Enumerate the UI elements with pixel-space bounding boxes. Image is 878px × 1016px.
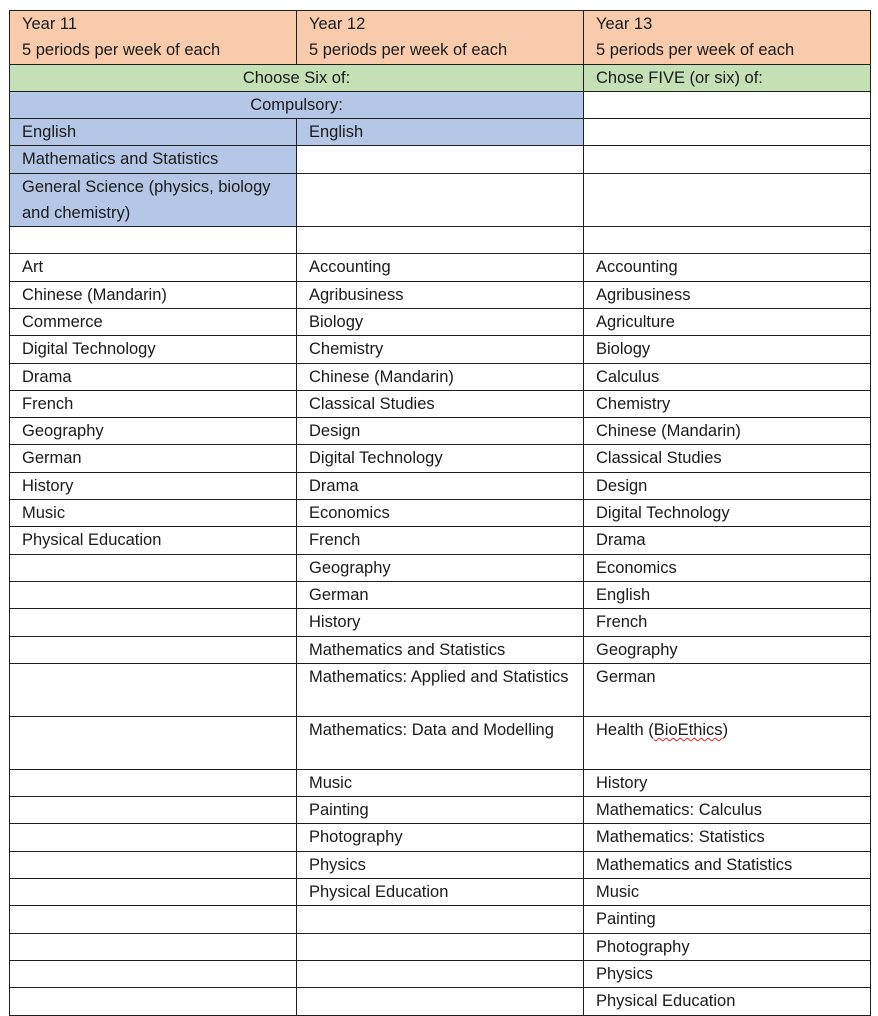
subject-y13: Music: [584, 879, 871, 906]
empty-cell: [10, 581, 297, 608]
table-row: [10, 418, 871, 445]
empty-cell: [584, 173, 871, 227]
choose-row: [10, 64, 871, 91]
subject-y11: Drama: [10, 363, 297, 390]
table-row: [10, 363, 871, 390]
subject-y13: Design: [584, 472, 871, 499]
subject-y11: Physical Education: [10, 527, 297, 554]
subject-y12: Physics: [297, 851, 584, 878]
subject-y12: German: [297, 581, 584, 608]
empty-cell: [297, 227, 584, 254]
subject-y12: Accounting: [297, 254, 584, 281]
empty-cell: [10, 851, 297, 878]
subject-y13: Drama: [584, 527, 871, 554]
subject-y12: Chemistry: [297, 336, 584, 363]
table-row: [10, 824, 871, 851]
compulsory-y11: English: [10, 119, 297, 146]
subject-y13: Agriculture: [584, 308, 871, 335]
choose-five-label: Chose FIVE (or six) of:: [584, 64, 871, 91]
subject-y12: Digital Technology: [297, 445, 584, 472]
subject-y12: Mathematics: Data and Modelling: [297, 716, 584, 769]
subject-y12: Geography: [297, 554, 584, 581]
empty-cell: [10, 988, 297, 1015]
table-row: [10, 500, 871, 527]
year11-header: [10, 11, 297, 65]
empty-cell: [297, 173, 584, 227]
subject-options-table: [9, 10, 871, 1016]
table-row: [10, 769, 871, 796]
year12-periods: 5 periods per week of each: [309, 41, 508, 60]
table-row: [10, 797, 871, 824]
subject-y12: Chinese (Mandarin): [297, 363, 584, 390]
table-row: [10, 119, 871, 146]
subject-y12: Biology: [297, 308, 584, 335]
subject-y11: Art: [10, 254, 297, 281]
empty-cell: [10, 879, 297, 906]
compulsory-y11: General Science (physics, biology and chemistry): [10, 173, 297, 227]
table-row: [10, 716, 871, 769]
subject-y13: Mathematics: Calculus: [584, 797, 871, 824]
subject-y11: Geography: [10, 418, 297, 445]
subject-y13: Chemistry: [584, 390, 871, 417]
empty-cell: [10, 933, 297, 960]
table-row: [10, 445, 871, 472]
compulsory-row: [10, 91, 871, 118]
subject-y11: German: [10, 445, 297, 472]
table-row: [10, 879, 871, 906]
subject-y11: History: [10, 472, 297, 499]
subject-y13: Classical Studies: [584, 445, 871, 472]
empty-cell: [10, 960, 297, 987]
compulsory-y11: Mathematics and Statistics: [10, 146, 297, 173]
subject-y13: Painting: [584, 906, 871, 933]
subject-y12: French: [297, 527, 584, 554]
subject-y12: Classical Studies: [297, 390, 584, 417]
compulsory-y12: English: [297, 119, 584, 146]
year11-title: Year 11: [22, 15, 78, 33]
subject-y11: Music: [10, 500, 297, 527]
empty-cell: [297, 146, 584, 173]
compulsory-label: Compulsory:: [10, 91, 584, 118]
subject-y13: Health (BioEthics): [584, 716, 871, 769]
empty-cell: [10, 554, 297, 581]
spellcheck-word: BioEthics: [653, 720, 723, 739]
year11-periods: 5 periods per week of each: [22, 41, 221, 60]
table-row: [10, 308, 871, 335]
subject-y12: Music: [297, 769, 584, 796]
table-row: [10, 906, 871, 933]
choose-six-label: Choose Six of:: [10, 64, 584, 91]
empty-cell: [584, 119, 871, 146]
empty-cell: [10, 636, 297, 663]
empty-cell: [297, 933, 584, 960]
subject-y13: Calculus: [584, 363, 871, 390]
table-row: [10, 988, 871, 1015]
empty-cell: [297, 960, 584, 987]
subject-y12: Design: [297, 418, 584, 445]
subject-y13: French: [584, 609, 871, 636]
subject-y13: Mathematics: Statistics: [584, 824, 871, 851]
subject-y13: Geography: [584, 636, 871, 663]
empty-cell: [10, 716, 297, 769]
subject-y13: Photography: [584, 933, 871, 960]
subject-y12: Physical Education: [297, 879, 584, 906]
empty-cell: [10, 824, 297, 851]
table-row: [10, 960, 871, 987]
table-row: [10, 933, 871, 960]
subject-y11: Commerce: [10, 308, 297, 335]
table-row: [10, 851, 871, 878]
empty-cell: [10, 609, 297, 636]
subject-y13: History: [584, 769, 871, 796]
subject-y12: History: [297, 609, 584, 636]
subject-y12: Painting: [297, 797, 584, 824]
table-row: [10, 527, 871, 554]
subject-y12: Mathematics: Applied and Statistics: [297, 663, 584, 716]
spacer-row: [10, 227, 871, 254]
subject-y13: English: [584, 581, 871, 608]
table-row: [10, 173, 871, 227]
subject-y12: Mathematics and Statistics: [297, 636, 584, 663]
table-row: [10, 336, 871, 363]
subject-y12: Agribusiness: [297, 281, 584, 308]
year13-header: [584, 11, 871, 65]
subject-y11: Digital Technology: [10, 336, 297, 363]
header-row: [10, 11, 871, 65]
subject-y13: German: [584, 663, 871, 716]
empty-cell: [10, 797, 297, 824]
table-row: [10, 636, 871, 663]
year13-periods: 5 periods per week of each: [596, 41, 795, 60]
empty-cell: [297, 988, 584, 1015]
table-row: [10, 663, 871, 716]
subject-y13: Economics: [584, 554, 871, 581]
empty-cell: [10, 663, 297, 716]
empty-cell: [10, 906, 297, 933]
year12-header: [297, 11, 584, 65]
empty-cell: [584, 146, 871, 173]
subject-y13: Mathematics and Statistics: [584, 851, 871, 878]
subject-y13: Physics: [584, 960, 871, 987]
subject-y13: Accounting: [584, 254, 871, 281]
subject-y13: Agribusiness: [584, 281, 871, 308]
empty-cell: [584, 227, 871, 254]
table-row: [10, 281, 871, 308]
subject-y12: Drama: [297, 472, 584, 499]
empty-cell: [297, 906, 584, 933]
empty-cell: [10, 227, 297, 254]
subject-y12: Photography: [297, 824, 584, 851]
year13-title: Year 13: [596, 15, 653, 33]
subject-y13: Chinese (Mandarin): [584, 418, 871, 445]
table-row: [10, 254, 871, 281]
empty-cell: [10, 769, 297, 796]
subject-y12: Economics: [297, 500, 584, 527]
table-row: [10, 146, 871, 173]
table-row: [10, 472, 871, 499]
table-row: [10, 390, 871, 417]
subject-y13: Digital Technology: [584, 500, 871, 527]
subject-y13: Physical Education: [584, 988, 871, 1015]
subject-y13: Biology: [584, 336, 871, 363]
table-row: [10, 554, 871, 581]
table-row: [10, 609, 871, 636]
subject-y11: French: [10, 390, 297, 417]
subject-y11: Chinese (Mandarin): [10, 281, 297, 308]
empty-cell: [584, 91, 871, 118]
year12-title: Year 12: [309, 15, 366, 33]
table-row: [10, 581, 871, 608]
